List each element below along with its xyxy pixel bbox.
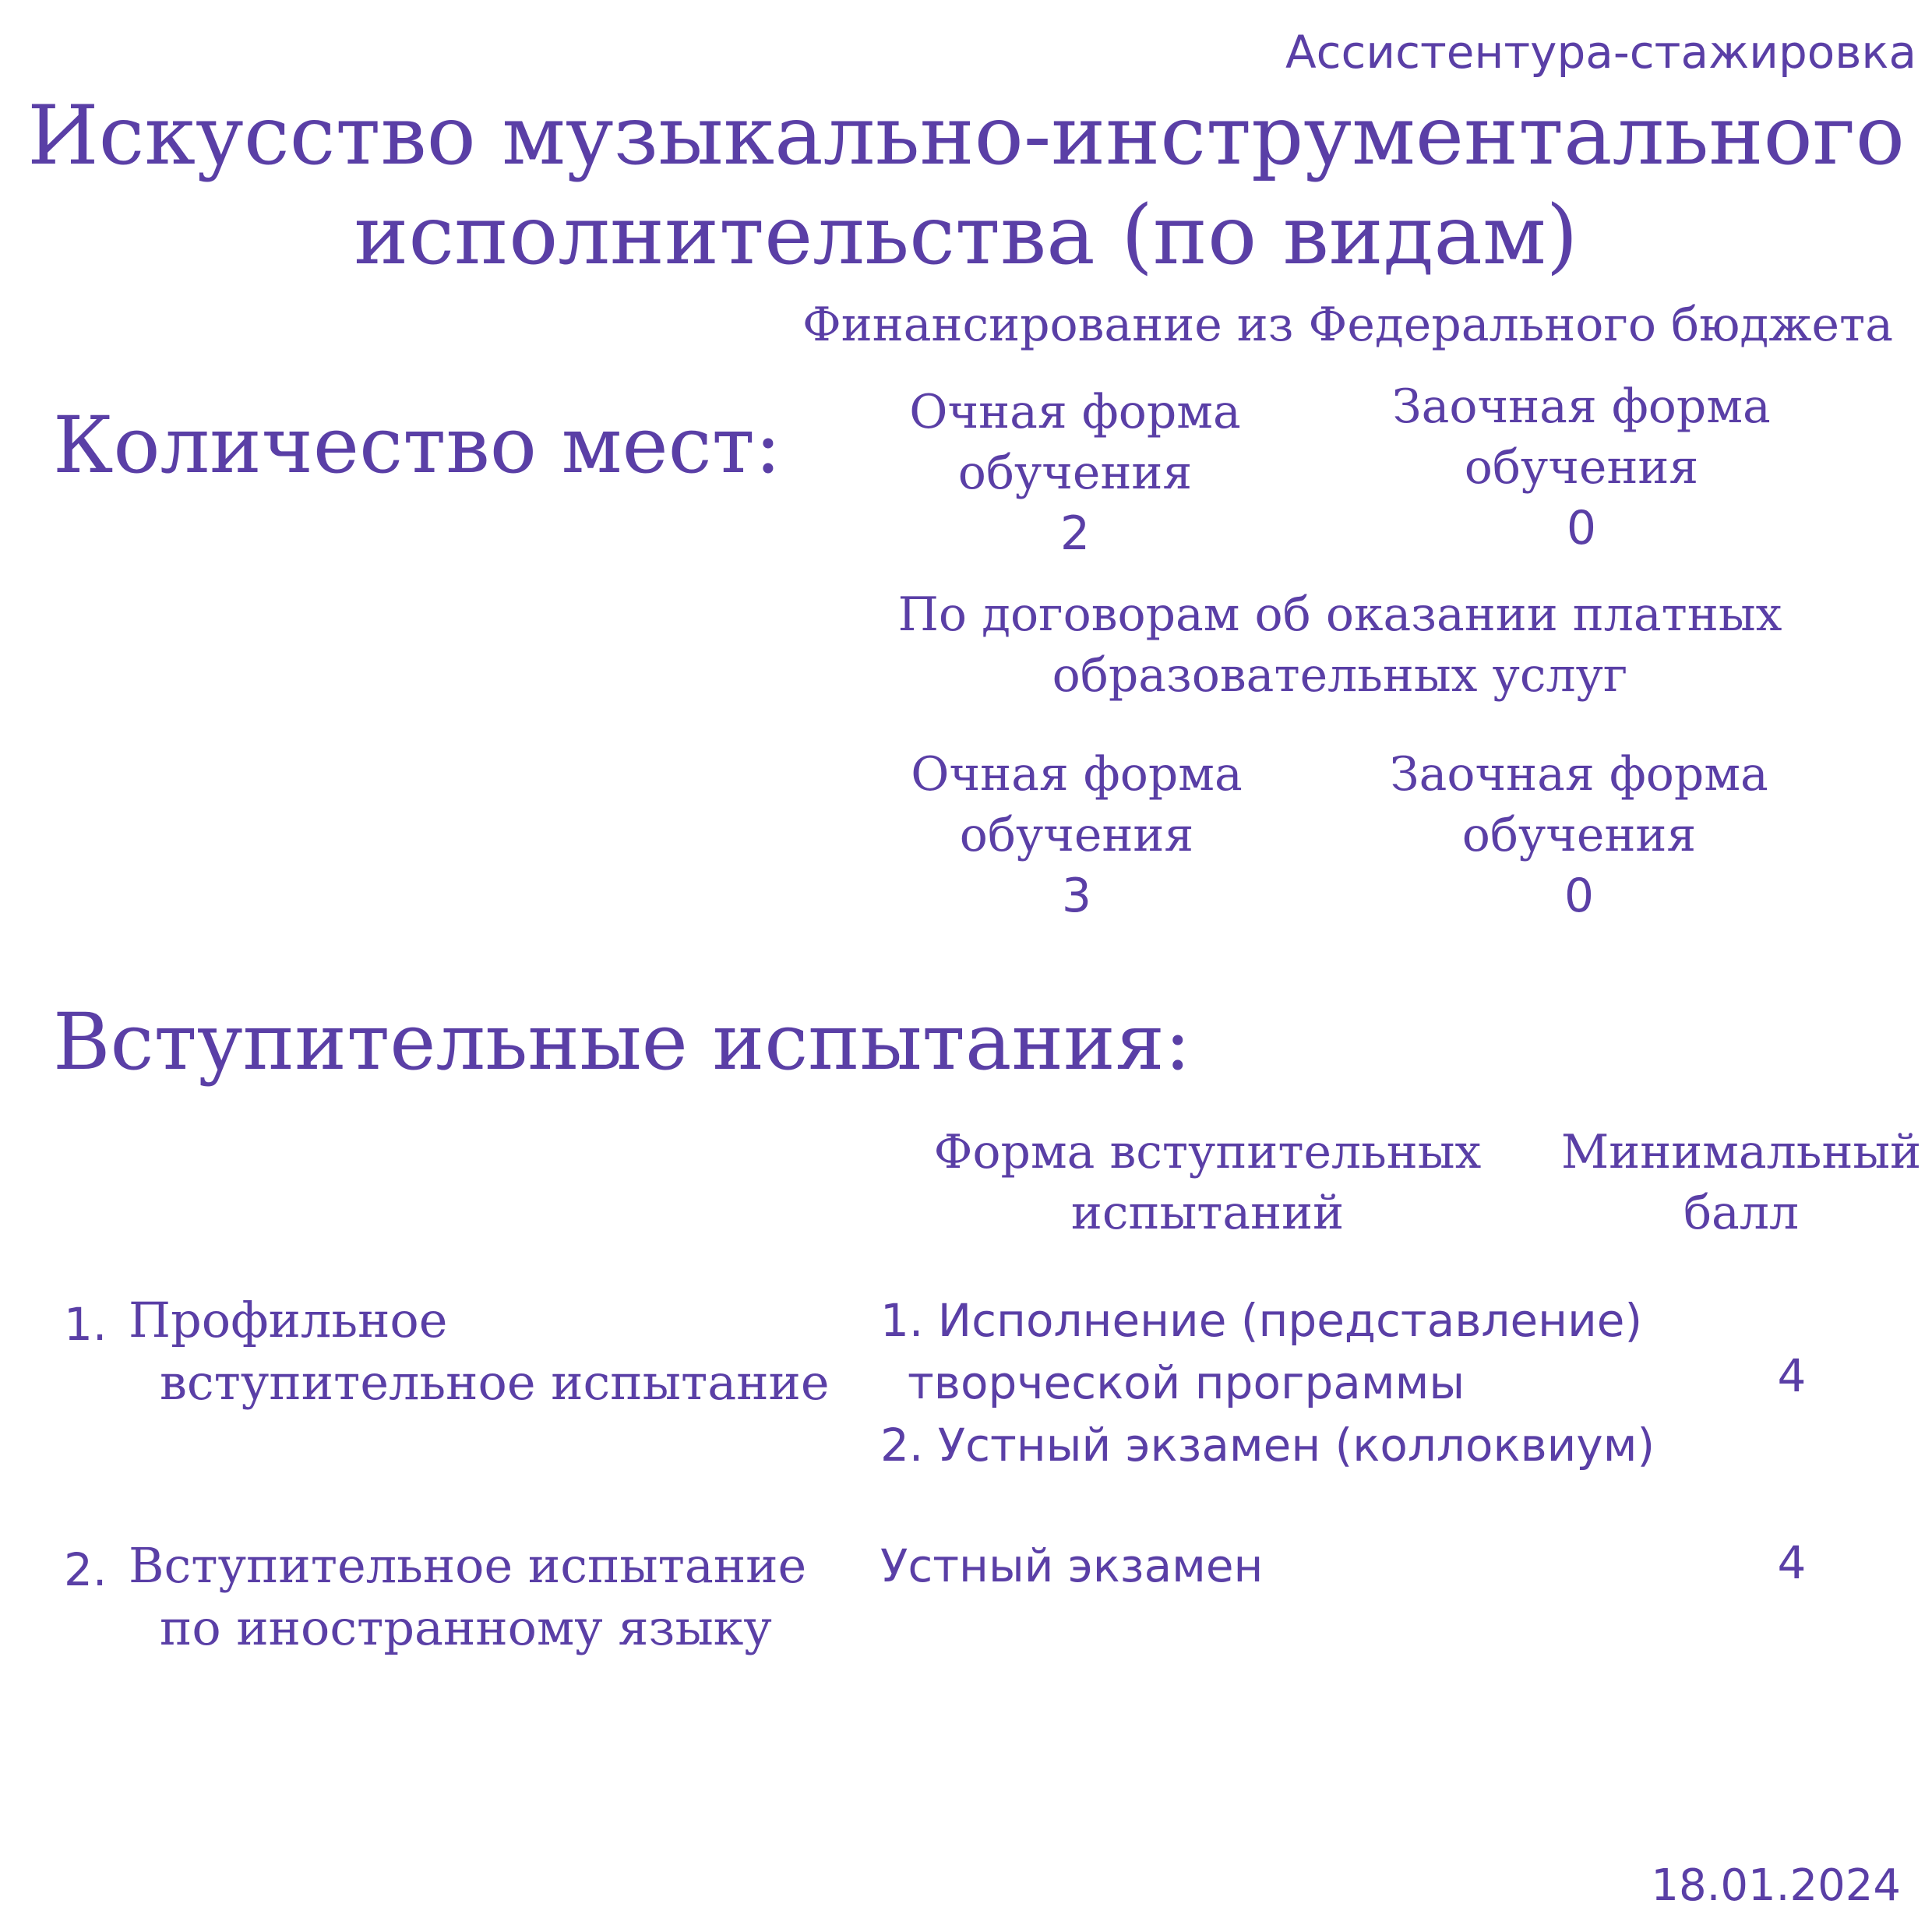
min-score-header-line2: балл — [1683, 1186, 1800, 1240]
budget-part-time-label-line1: Заочная форма — [1392, 379, 1771, 434]
min-score-header-line1: Минимальный — [1560, 1125, 1922, 1179]
paid-part-time-value: 0 — [1564, 869, 1595, 923]
paid-full-time-label-line1: Очная форма — [911, 747, 1243, 802]
budget-part-time-label-line2: обучения — [1464, 440, 1699, 495]
exam-row-1-form-line1: 1. Исполнение (представление) — [880, 1294, 1643, 1347]
paid-heading-line1: По договорам об оказании платных — [897, 587, 1782, 642]
paid-heading-line2: образовательных услуг — [1052, 648, 1628, 703]
exam-row-1-name — [129, 1289, 861, 1414]
exam-form-column-header — [896, 1122, 1519, 1243]
footer-date: 18.01.2024 — [1651, 1860, 1901, 1911]
exam-row-2-name-line2: по иностранному языку — [160, 1599, 772, 1656]
exam-row-1-form-line2: творческой программы — [908, 1356, 1465, 1409]
exam-form-header-line2: испытаний — [1070, 1186, 1345, 1240]
paid-services-heading — [810, 584, 1870, 706]
budget-funding-heading: Финансирование из Федерального бюджета — [802, 298, 1893, 352]
budget-full-time-value: 2 — [1059, 506, 1091, 561]
exam-row-2-number: 2. — [64, 1543, 108, 1596]
paid-full-time-label-line2: обучения — [959, 808, 1194, 862]
exam-row-2-name-line1: Вступительное испытание — [129, 1537, 807, 1594]
budget-full-time-label-line2: обучения — [957, 446, 1193, 500]
paid-part-time-block — [1345, 744, 1813, 926]
program-type-label: Ассистентура-стажировка — [1285, 26, 1916, 79]
budget-part-time-block — [1348, 376, 1815, 559]
paid-full-time-value: 3 — [1061, 869, 1092, 923]
exam-form-header-line1: Форма вступительных — [933, 1125, 1482, 1179]
paid-part-time-label-line1: Заочная форма — [1390, 747, 1768, 802]
exam-row-1-name-line2: вступительное испытание — [160, 1354, 830, 1411]
exam-row-1-form — [880, 1289, 1659, 1476]
page-title — [0, 86, 1932, 285]
exam-row-1-min-score: 4 — [1777, 1349, 1807, 1402]
paid-full-time-block — [843, 744, 1310, 926]
budget-part-time-value: 0 — [1566, 501, 1597, 555]
title-line-2: исполнительства (по видам) — [354, 188, 1578, 283]
exam-row-2-name — [129, 1535, 861, 1659]
title-line-1: Искусство музыкально-инструментального — [27, 88, 1905, 183]
budget-full-time-block — [841, 382, 1309, 564]
exams-heading: Вступительные испытания: — [53, 996, 1191, 1088]
paid-part-time-label-line2: обучения — [1461, 808, 1697, 862]
seats-heading: Количество мест: — [53, 400, 781, 491]
exam-row-2-form — [880, 1535, 1659, 1597]
budget-full-time-label-line1: Очная форма — [909, 385, 1241, 439]
exam-row-1-form-line3: 2. Устный экзамен (коллоквиум) — [880, 1419, 1655, 1472]
exam-row-1-number: 1. — [64, 1298, 108, 1351]
exam-row-2-form-line1: Устный экзамен — [880, 1539, 1264, 1592]
min-score-column-header — [1550, 1122, 1932, 1243]
exam-row-2-min-score: 4 — [1777, 1536, 1807, 1589]
exam-row-1-name-line1: Профильное — [129, 1292, 448, 1349]
